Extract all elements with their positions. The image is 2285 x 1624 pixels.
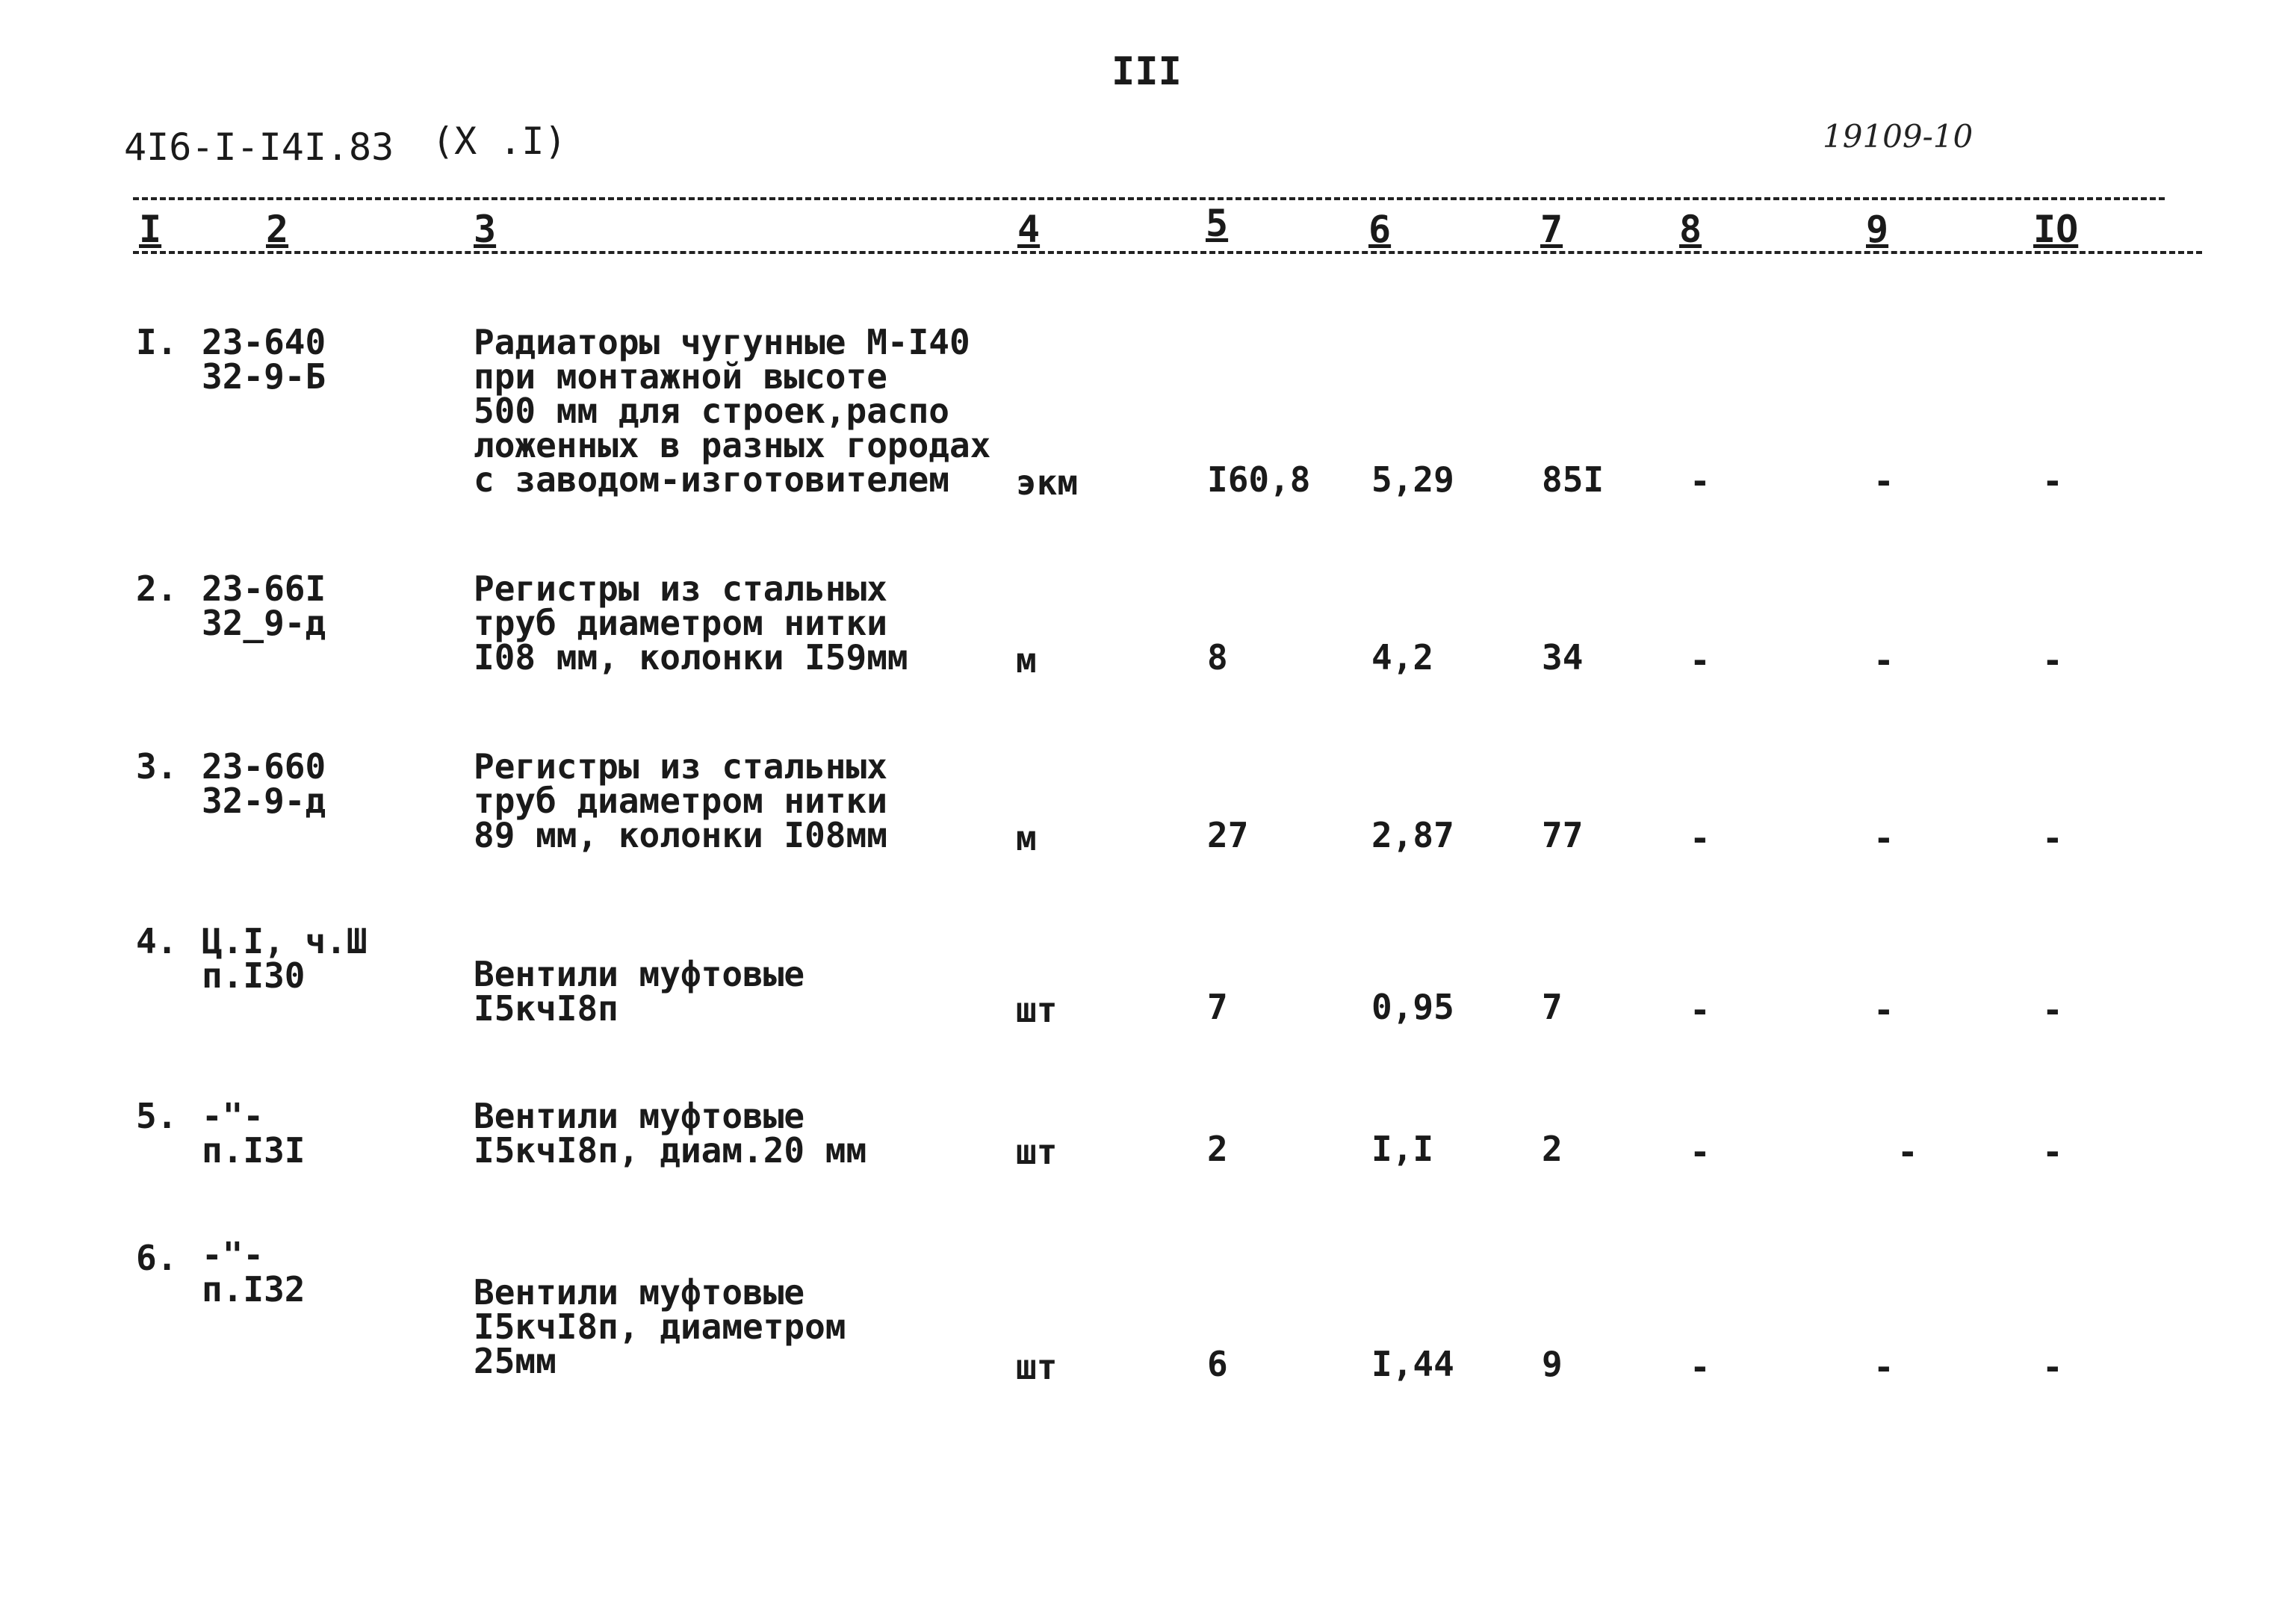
column-10-value: - — [2042, 640, 2063, 681]
column-9-value: - — [1873, 990, 1894, 1030]
item-description: с заводом-изготовителем — [474, 459, 949, 500]
item-description: Вентили муфтовые — [474, 1096, 805, 1136]
unit-price: 4,2 — [1371, 637, 1434, 678]
unit: м — [1016, 818, 1037, 858]
item-description: Вентили муфтовые — [474, 954, 805, 994]
unit-price: I,I — [1371, 1129, 1434, 1169]
column-8-value: - — [1690, 640, 1711, 681]
norm-reference: 2З-640 — [202, 322, 326, 362]
item-description: ложенных в разных городах — [474, 425, 991, 465]
unit: шт — [1016, 1347, 1058, 1387]
column-number: 5 — [1206, 202, 1229, 245]
norm-reference: 32-9-Б — [202, 356, 326, 397]
row-number: I. — [136, 322, 178, 362]
column-number: I — [139, 208, 162, 251]
row-number: 6. — [136, 1238, 178, 1278]
quantity: I60,8 — [1207, 459, 1311, 500]
total-cost: 9 — [1542, 1344, 1563, 1384]
total-cost: 77 — [1542, 815, 1584, 855]
row-number: 4. — [136, 921, 178, 961]
column-9-value: - — [1897, 1132, 1918, 1172]
column-number: 3 — [474, 208, 497, 251]
item-description: 89 мм, колонки I08мм — [474, 815, 887, 855]
unit: шт — [1016, 1132, 1058, 1172]
column-number: 8 — [1679, 208, 1702, 251]
item-description: I5кчI8п, диам.20 мм — [474, 1130, 867, 1171]
total-cost: 7 — [1542, 987, 1563, 1027]
quantity: 27 — [1207, 815, 1249, 855]
norm-reference: 32_9-д — [202, 603, 326, 643]
norm-reference: п.I3I — [202, 1130, 306, 1171]
quantity: 2 — [1207, 1129, 1228, 1169]
document-code: 4I6-I-I4I.83 — [124, 125, 394, 169]
column-number: 2 — [266, 208, 289, 251]
header-bottom-rule — [133, 251, 2202, 254]
quantity: 6 — [1207, 1344, 1228, 1384]
item-description: труб диаметром нитки — [474, 603, 887, 643]
item-description: при монтажной высоте — [474, 356, 887, 397]
norm-reference: -"- — [202, 1235, 264, 1275]
norm-reference: п.I32 — [202, 1269, 306, 1310]
item-description: Регистры из стальных — [474, 746, 887, 787]
item-description: 500 мм для строек,распо — [474, 391, 949, 431]
quantity: 7 — [1207, 987, 1228, 1027]
unit: экм — [1016, 462, 1079, 503]
document-section: (X .I) — [432, 120, 567, 163]
total-cost: 2 — [1542, 1129, 1563, 1169]
row-number: 2. — [136, 568, 178, 609]
header-top-rule — [133, 197, 2165, 200]
norm-reference: п.I30 — [202, 955, 306, 996]
unit: шт — [1016, 990, 1058, 1030]
quantity: 8 — [1207, 637, 1228, 678]
item-description: 25мм — [474, 1341, 556, 1381]
column-9-value: - — [1873, 640, 1894, 681]
total-cost: 34 — [1542, 637, 1584, 678]
norm-reference: 32-9-д — [202, 781, 326, 821]
unit-price: 2,87 — [1371, 815, 1454, 855]
column-number: 9 — [1866, 208, 1889, 251]
column-number: 4 — [1017, 208, 1041, 251]
column-9-value: - — [1873, 461, 1894, 501]
norm-reference: -"- — [202, 1096, 264, 1136]
unit-price: I,44 — [1371, 1344, 1454, 1384]
item-description: Вентили муфтовые — [474, 1272, 805, 1312]
norm-reference: 23-66I — [202, 568, 326, 609]
unit-price: 0,95 — [1371, 987, 1454, 1027]
item-description: I08 мм, колонки I59мм — [474, 637, 908, 678]
column-10-value: - — [2042, 1132, 2063, 1172]
column-10-value: - — [2042, 818, 2063, 858]
column-10-value: - — [2042, 461, 2063, 501]
norm-reference: 23-660 — [202, 746, 326, 787]
total-cost: 85I — [1542, 459, 1605, 500]
column-8-value: - — [1690, 1132, 1711, 1172]
unit-price: 5,29 — [1371, 459, 1454, 500]
item-description: Радиаторы чугунные М-I40 — [474, 322, 970, 362]
item-description: Регистры из стальных — [474, 568, 887, 609]
item-description: труб диаметром нитки — [474, 781, 887, 821]
column-8-value: - — [1690, 461, 1711, 501]
norm-reference: Ц.I, ч.Ш — [202, 921, 368, 961]
column-number: 7 — [1540, 208, 1563, 251]
unit: м — [1016, 640, 1037, 681]
inventory-note: 19109-10 — [1823, 118, 1974, 155]
column-8-value: - — [1690, 990, 1711, 1030]
column-10-value: - — [2042, 990, 2063, 1030]
row-number: 3. — [136, 746, 178, 787]
column-number: 6 — [1368, 208, 1392, 251]
column-9-value: - — [1873, 818, 1894, 858]
column-8-value: - — [1690, 1347, 1711, 1387]
item-description: I5кчI8п — [474, 988, 618, 1029]
page-number: III — [1112, 49, 1182, 94]
column-number: IO — [2033, 208, 2079, 251]
item-description: I5кчI8п, диаметром — [474, 1307, 846, 1347]
column-10-value: - — [2042, 1347, 2063, 1387]
column-8-value: - — [1690, 818, 1711, 858]
column-9-value: - — [1873, 1347, 1894, 1387]
row-number: 5. — [136, 1096, 178, 1136]
